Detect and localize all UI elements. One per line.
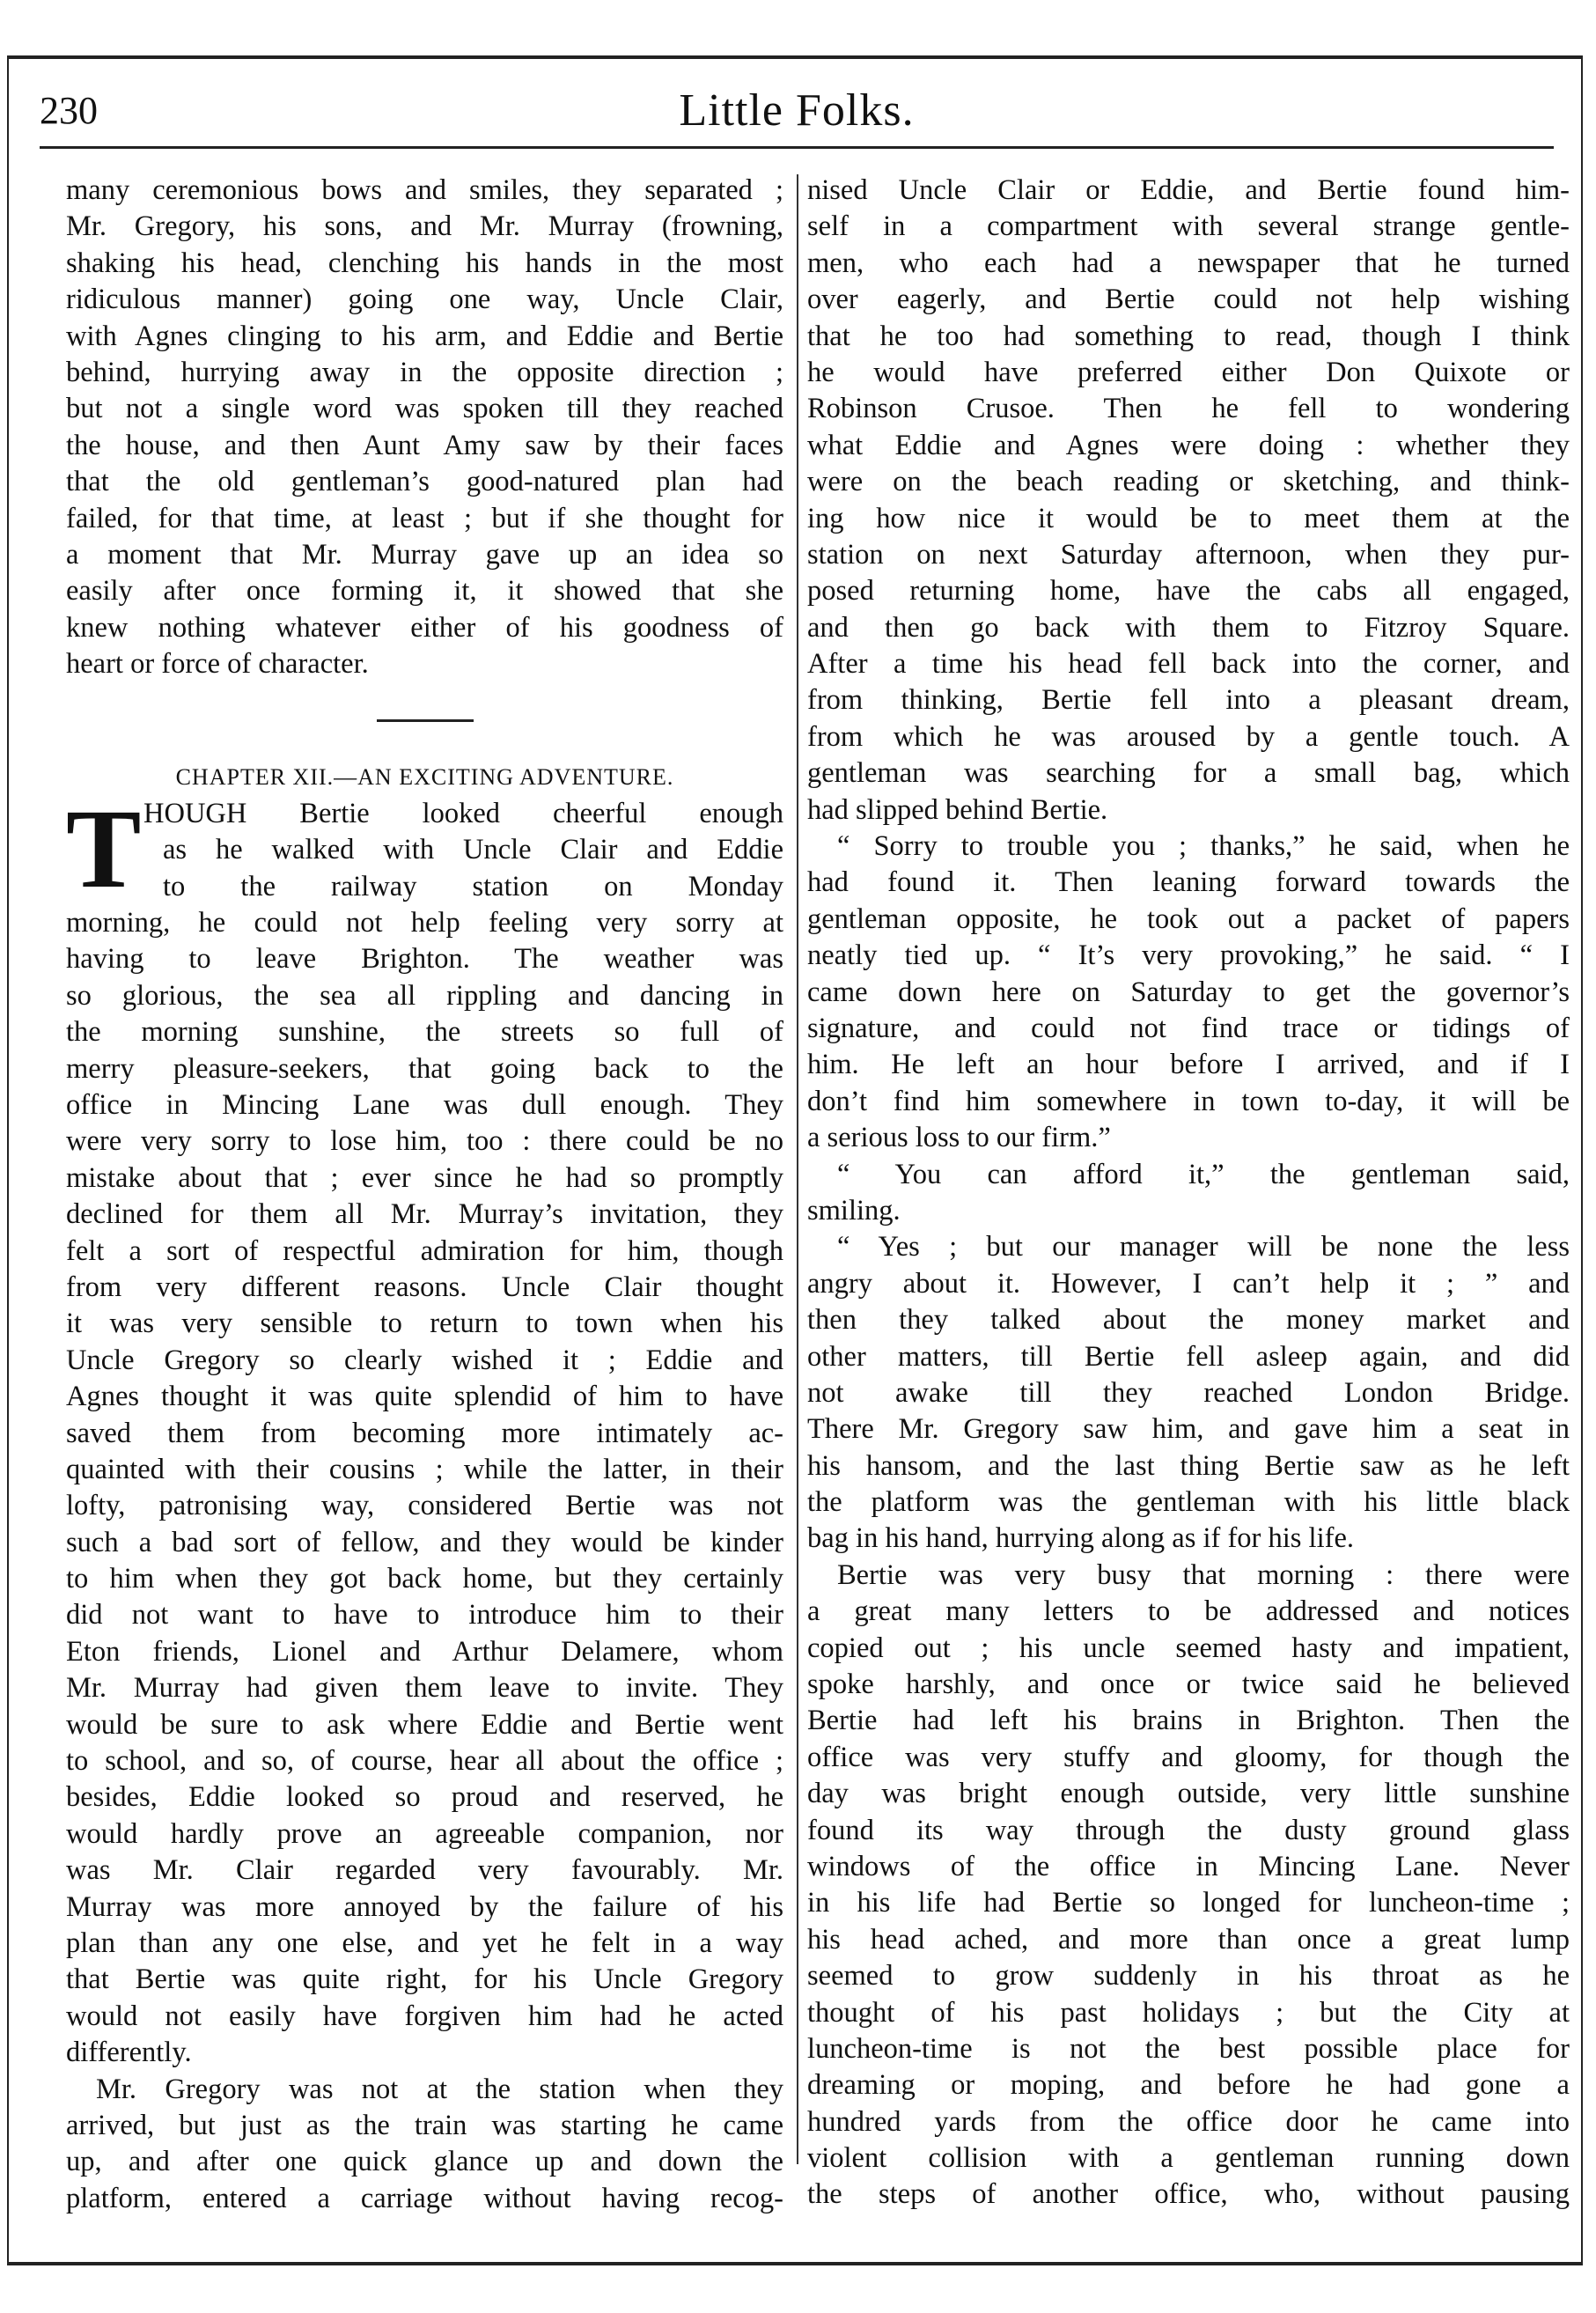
left-column xyxy=(66,173,783,2217)
text-line: There Mr. Gregory saw him, and gave him a seat in xyxy=(807,1413,1570,1446)
text-line: signature, and could not find trace or tidings of xyxy=(807,1012,1570,1044)
text-line: easily after once forming it, it showed that she xyxy=(66,575,783,608)
text-line: besides, Eddie looked so proud and reserved, he xyxy=(66,1781,783,1814)
text-line: plan than any one else, and yet he felt in a way xyxy=(66,1926,783,1959)
text-line: office in Mincing Lane was dull enough. They xyxy=(66,1088,783,1121)
text-line: ridiculous manner) going one way, Uncle Clair, xyxy=(66,284,783,316)
text-line: mistake about that ; ever since he had so promptly xyxy=(66,1161,783,1194)
text-line: copied out ; his uncle seemed hasty and impatient, xyxy=(807,1632,1570,1664)
text-line: over eagerly, and Bertie could not help wishing xyxy=(807,284,1570,316)
text-line: heart or force of character. xyxy=(66,648,369,681)
magazine-title: Little Folks. xyxy=(679,85,915,136)
text-line: angry about it. However, I can’t help it ; ” and xyxy=(807,1267,1570,1300)
text-line: from which he was aroused by a gentle touch. A xyxy=(807,720,1570,753)
page-number: 230 xyxy=(40,89,98,132)
text-line: his hansom, and the last thing Bertie saw as he left xyxy=(807,1449,1570,1482)
text-line: “ You can afford it,” the gentleman said, xyxy=(837,1158,1570,1190)
text-line: Bertie had left his brains in Brighton. Then the xyxy=(807,1705,1570,1737)
paragraph xyxy=(66,2072,783,2218)
text-line: arrived, but just as the train was starting he came xyxy=(66,2109,783,2141)
text-line: don’t find him somewhere in town to-day, it will be xyxy=(807,1085,1570,1117)
text-line: that Bertie was quite right, for his Uncle Gregory xyxy=(66,1963,783,1996)
chapter-heading: CHAPTER XII.—AN EXCITING ADVENTURE. xyxy=(175,764,674,791)
text-line: were on the beach reading or sketching, and think- xyxy=(807,466,1570,498)
text-line: were very sorry to lose him, too : there could be no xyxy=(66,1125,783,1158)
text-line: station on next Saturday afternoon, when they pur- xyxy=(807,538,1570,571)
text-line: quainted with their cousins ; while the latter, in their xyxy=(66,1453,783,1485)
text-line: many ceremonious bows and smiles, they separated ; xyxy=(66,174,783,206)
text-line: not awake till they reached London Bridge. xyxy=(807,1376,1570,1409)
text-line: the morning sunshine, the streets so full of xyxy=(66,1016,783,1049)
text-line: shaking his head, clenching his hands in the most xyxy=(66,247,783,279)
text-line: neatly tied up. “ It’s very provoking,” he said. “ I xyxy=(807,939,1570,972)
text-line: platform, entered a carriage without having recog- xyxy=(66,2182,783,2214)
text-line: Murray was more annoyed by the failure of his xyxy=(66,1890,783,1923)
text-line: Mr. Gregory was not at the station when they xyxy=(96,2073,783,2105)
chapter-opening-paragraph xyxy=(66,785,783,2072)
text-line: to him when they got back home, but they certainly xyxy=(66,1563,783,1595)
text-line: men, who each had a newspaper that he turned xyxy=(807,247,1570,279)
text-line: Robinson Crusoe. Then he fell to wondering xyxy=(807,393,1570,425)
text-line: with Agnes clinging to his arm, and Eddie and Bertie xyxy=(66,320,783,352)
text-line: was Mr. Clair regarded very favourably. Mr. xyxy=(66,1854,783,1887)
text-line: luncheon-time is not the best possible place for xyxy=(807,2032,1570,2065)
text-line: would be sure to ask where Eddie and Bertie went xyxy=(66,1708,783,1741)
text-line: After a time his head fell back into the corner, and xyxy=(807,648,1570,681)
text-line: Eton friends, Lionel and Arthur Delamere, whom xyxy=(66,1635,783,1668)
text-line: Uncle Gregory so clearly wished it ; Eddie and xyxy=(66,1344,783,1376)
text-line: him. He left an hour before I arrived, and if I xyxy=(807,1049,1570,1081)
text-line: spoke harshly, and once or twice said he believed xyxy=(807,1668,1570,1701)
text-line: Agnes thought it was quite splendid of him to have xyxy=(66,1381,783,1413)
text-line: declined for them all Mr. Murray’s invitation, they xyxy=(66,1198,783,1231)
text-line: gentleman opposite, he took out a packet of papers xyxy=(807,902,1570,935)
text-line: Mr. Murray had given them leave to invite. They xyxy=(66,1672,783,1705)
text-line: such a bad sort of fellow, and they would be kinder xyxy=(66,1526,783,1558)
right-column xyxy=(807,173,1570,2214)
text-line: “ Yes ; but our manager will be none the less xyxy=(837,1231,1570,1263)
section-separator xyxy=(377,719,474,722)
running-header xyxy=(40,85,1554,150)
text-line: from thinking, Bertie fell into a pleasant dream, xyxy=(807,684,1570,717)
text-line: behind, hurrying away in the opposite direction ; xyxy=(66,356,783,388)
text-line: hundred yards from the office door he came into xyxy=(807,2105,1570,2138)
text-line: “ Sorry to trouble you ; thanks,” he said, when he xyxy=(837,830,1570,863)
text-line: his head ached, and more than once a great lump xyxy=(807,1923,1570,1956)
text-line: it was very sensible to return to town when his xyxy=(66,1308,783,1340)
text-line: that the old gentleman’s good-natured plan had xyxy=(66,466,783,498)
text-line: thought of his past holidays ; but the City at xyxy=(807,1996,1570,2029)
text-line: office was very stuffy and gloomy, for though the xyxy=(807,1741,1570,1773)
paragraph xyxy=(66,173,783,682)
text-line: lofty, patronising way, considered Bertie was not xyxy=(66,1490,783,1522)
text-line: had found it. Then leaning forward towards the xyxy=(807,866,1570,899)
text-line: Mr. Gregory, his sons, and Mr. Murray (frowning, xyxy=(66,210,783,243)
text-line: knew nothing whatever either of his goodness of xyxy=(66,611,783,644)
text-line: in his life had Bertie so longed for luncheon-time ; xyxy=(807,1887,1570,1919)
text-line: would not easily have forgiven him had he acted xyxy=(66,2000,783,2032)
text-line: came down here on Saturday to get the governor’s xyxy=(807,976,1570,1008)
text-line: having to leave Brighton. The weather was xyxy=(66,943,783,976)
text-line: ing how nice it would be to meet them at the xyxy=(807,502,1570,534)
text-line: self in a compartment with several strange gentle- xyxy=(807,210,1570,243)
text-line: the house, and then Aunt Amy saw by their faces xyxy=(66,429,783,461)
text-line: day was bright enough outside, very little sunshine xyxy=(807,1778,1570,1810)
text-line: smiling. xyxy=(807,1194,901,1226)
text-line: morning, he could not help feeling very sorry at xyxy=(66,907,783,939)
text-line: up, and after one quick glance up and down the xyxy=(66,2146,783,2178)
text-line: HOUGH Bertie looked cheerful enough xyxy=(143,797,783,829)
text-line: violent collision with a gentleman running down xyxy=(807,2142,1570,2175)
text-line: from very different reasons. Uncle Clair thought xyxy=(66,1271,783,1303)
text-line: had slipped behind Bertie. xyxy=(807,793,1108,826)
text-line: saved them from becoming more intimately ac- xyxy=(66,1417,783,1449)
text-line: would hardly prove an agreeable companion, nor xyxy=(66,1817,783,1850)
text-line: then they talked about the money market and xyxy=(807,1304,1570,1337)
drop-cap: T xyxy=(66,785,142,911)
text-line: he would have preferred either Don Quixote or xyxy=(807,356,1570,388)
paragraph xyxy=(807,173,1570,829)
text-line: merry pleasure-seekers, that going back to the xyxy=(66,1052,783,1085)
text-line: windows of the office in Mincing Lane. Never xyxy=(807,1850,1570,1882)
text-line: posed returning home, have the cabs all engaged, xyxy=(807,575,1570,608)
text-line: a serious loss to our firm.” xyxy=(807,1122,1111,1154)
text-line: to the railway station on Monday xyxy=(163,870,783,902)
paragraph xyxy=(807,829,1570,1157)
text-line: differently. xyxy=(66,2037,192,2069)
header-rule xyxy=(40,146,1554,149)
text-line: gentleman was searching for a small bag, which xyxy=(807,757,1570,790)
paragraph xyxy=(807,1157,1570,1230)
text-line: found its way through the dusty ground glass xyxy=(807,1814,1570,1846)
text-line: Bertie was very busy that morning : there were xyxy=(837,1558,1570,1591)
text-line: seemed to grow suddenly in his throat as he xyxy=(807,1960,1570,1993)
text-line: the platform was the gentleman with his little black xyxy=(807,1486,1570,1519)
text-line: did not want to have to introduce him to their xyxy=(66,1599,783,1632)
text-line: the steps of another office, who, without pausing xyxy=(807,2178,1570,2211)
column-divider xyxy=(797,174,798,2164)
text-line: but not a single word was spoken till they reached xyxy=(66,393,783,425)
text-line: what Eddie and Agnes were doing : whether they xyxy=(807,429,1570,461)
text-line: as he walked with Uncle Clair and Eddie xyxy=(163,834,783,866)
text-line: failed, for that time, at least ; but if she thought for xyxy=(66,502,783,534)
text-line: and then go back with them to Fitzroy Square. xyxy=(807,611,1570,644)
text-line: felt a sort of respectful admiration for him, though xyxy=(66,1234,783,1267)
text-line: dreaming or moping, and before he had gone a xyxy=(807,2069,1570,2102)
text-line: bag in his hand, hurrying along as if for his life. xyxy=(807,1522,1354,1555)
text-line: nised Uncle Clair or Eddie, and Bertie found him- xyxy=(807,174,1570,206)
paragraph xyxy=(807,1229,1570,1558)
text-line: so glorious, the sea all rippling and dancing in xyxy=(66,979,783,1012)
text-line: that he too had something to read, though I think xyxy=(807,320,1570,352)
paragraph xyxy=(807,1558,1570,2214)
text-line: a moment that Mr. Murray gave up an idea so xyxy=(66,538,783,571)
text-line: a great many letters to be addressed and notices xyxy=(807,1595,1570,1628)
text-line: other matters, till Bertie fell asleep again, and did xyxy=(807,1340,1570,1373)
text-line: to school, and so, of course, hear all about the office ; xyxy=(66,1745,783,1778)
